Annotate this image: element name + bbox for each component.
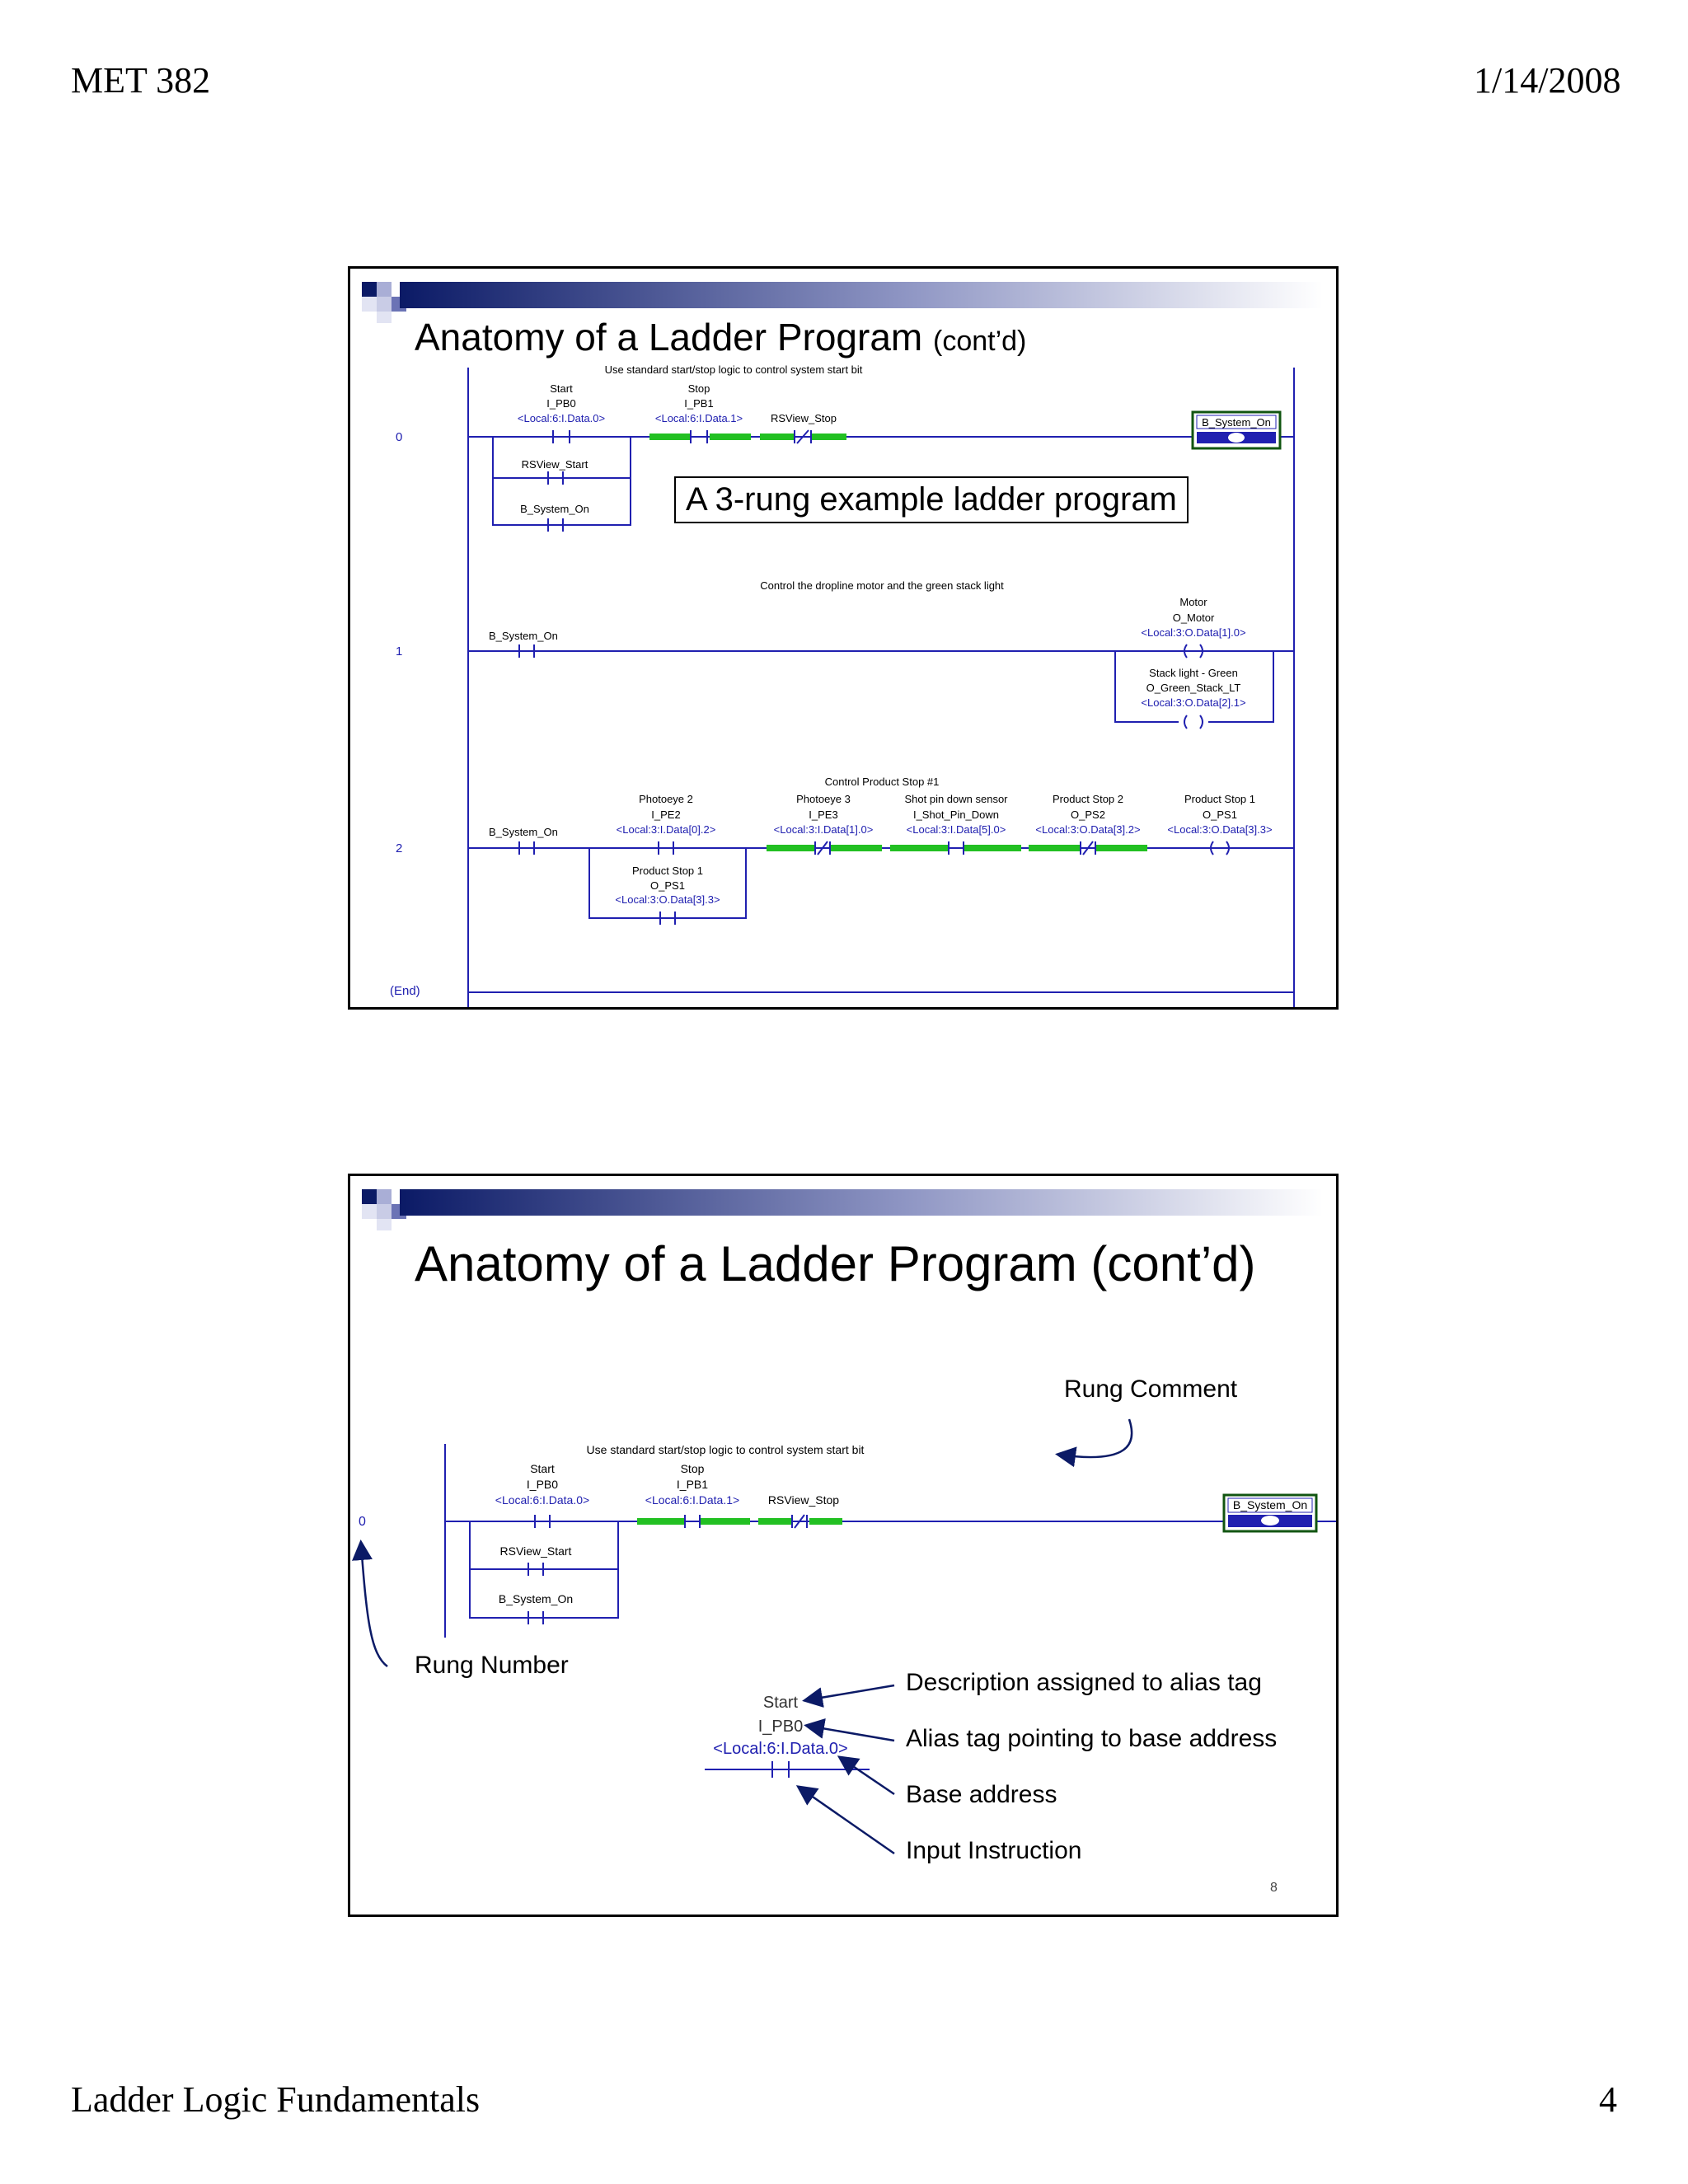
- header-bar: [400, 282, 1323, 308]
- ps2-desc: Product Stop 2: [1053, 793, 1123, 805]
- ps1-tag: O_PS1: [1203, 808, 1237, 821]
- ps1-addr: <Local:3:O.Data[3].3>: [1167, 823, 1273, 836]
- alias-arrow-icon: [808, 1726, 894, 1741]
- slide-1: [348, 266, 1339, 1010]
- light-tag: O_Green_Stack_LT: [1146, 682, 1241, 694]
- rung-number-callout: Rung Number: [415, 1652, 569, 1679]
- slide-number: 8: [1270, 1881, 1278, 1895]
- rung-1-contact-label: B_System_On: [489, 630, 558, 642]
- rung-2-contact-label: B_System_On: [489, 826, 558, 838]
- ps2-tag: O_PS2: [1071, 808, 1105, 821]
- detail-tag: I_PB0: [757, 1718, 804, 1736]
- pe2-addr: <Local:3:I.Data[0].2>: [616, 823, 716, 836]
- b-system-on-branch-label: B_System_On: [498, 1592, 574, 1605]
- pe3-addr: <Local:3:I.Data[1].0>: [773, 823, 874, 836]
- ps1b-desc: Product Stop 1: [632, 865, 703, 877]
- b-system-on-branch-label: B_System_On: [520, 503, 589, 515]
- rung-comment-callout: Rung Comment: [1064, 1376, 1238, 1403]
- rung-number-arrow-icon: [361, 1544, 387, 1666]
- pe3-tag: I_PE3: [809, 808, 838, 821]
- detail-addr: <Local:6:I.Data.0>: [713, 1740, 848, 1758]
- header-bar: [400, 1189, 1323, 1216]
- description-callout: Description assigned to alias tag: [906, 1669, 1262, 1696]
- motor-addr: <Local:3:O.Data[1].0>: [1141, 626, 1246, 639]
- course-header: MET 382: [71, 60, 211, 101]
- description-arrow-icon: [806, 1685, 894, 1700]
- base-arrow-icon: [841, 1758, 894, 1794]
- output-coil-icon: [1261, 1516, 1279, 1526]
- rsview-stop-label: RSView_Stop: [767, 1493, 840, 1507]
- rsview-start-label: RSView_Start: [499, 1544, 572, 1558]
- rung-2-comment: Control Product Stop #1: [824, 776, 940, 788]
- rung-comment-arrow-icon: [1059, 1419, 1132, 1457]
- instruction-arrow-icon: [799, 1788, 894, 1854]
- slide-2: [348, 1174, 1339, 1917]
- pe2-desc: Photoeye 2: [639, 793, 693, 805]
- motor-tag: O_Motor: [1172, 612, 1215, 624]
- footer-title: Ladder Logic Fundamentals: [71, 2079, 481, 2120]
- instruction-callout: Input Instruction: [906, 1837, 1082, 1864]
- output-label: B_System_On: [1202, 416, 1271, 429]
- rung-number-2: 2: [396, 841, 403, 855]
- start-addr: <Local:6:I.Data.0>: [495, 1493, 590, 1507]
- stop-addr: <Local:6:I.Data.1>: [645, 1493, 740, 1507]
- ps1b-tag: O_PS1: [650, 879, 685, 892]
- stop-desc: Stop: [687, 382, 710, 395]
- shot-addr: <Local:3:I.Data[5].0>: [906, 823, 1006, 836]
- pe3-desc: Photoeye 3: [796, 793, 851, 805]
- ladder-diagram-2: [350, 1176, 1339, 1917]
- shot-desc: Shot pin down sensor: [904, 793, 1008, 805]
- detail-desc: Start: [762, 1694, 799, 1712]
- output-label: B_System_On: [1232, 1498, 1308, 1511]
- output-coil-icon: [1228, 433, 1245, 443]
- alias-callout: Alias tag pointing to base address: [906, 1725, 1278, 1752]
- date-header: 1/14/2008: [1474, 60, 1621, 101]
- light-desc: Stack light - Green: [1149, 667, 1238, 679]
- example-note: A 3-rung example ladder program: [674, 476, 1189, 523]
- rung-number-0: 0: [396, 430, 403, 444]
- page-number: 4: [1599, 2079, 1617, 2120]
- stop-tag: I_PB1: [684, 397, 714, 410]
- motor-desc: Motor: [1179, 596, 1207, 608]
- ps1-desc: Product Stop 1: [1184, 793, 1255, 805]
- rung-0-comment: Use standard start/stop logic to control system start bit: [604, 363, 863, 376]
- rsview-start-label: RSView_Start: [521, 458, 588, 471]
- start-tag: I_PB0: [546, 397, 576, 410]
- slide-logo-icon: [362, 1189, 406, 1230]
- rung-0-comment: Use standard start/stop logic to control system start bit: [586, 1443, 865, 1456]
- rung-number-0: 0: [359, 1515, 366, 1529]
- slide-2-title: Anatomy of a Ladder Program (cont’d): [415, 1236, 1256, 1291]
- light-addr: <Local:3:O.Data[2].1>: [1141, 696, 1246, 709]
- shot-tag: I_Shot_Pin_Down: [912, 808, 1000, 821]
- pe2-tag: I_PE2: [651, 808, 681, 821]
- start-tag: I_PB0: [526, 1478, 559, 1491]
- rsview-stop-label: RSView_Stop: [771, 412, 837, 424]
- slide-1-title: Anatomy of a Ladder Program (cont’d): [415, 316, 1027, 359]
- ps2-addr: <Local:3:O.Data[3].2>: [1035, 823, 1141, 836]
- start-desc: Start: [550, 382, 573, 395]
- ps1b-addr: <Local:3:O.Data[3].3>: [615, 893, 720, 906]
- start-addr: <Local:6:I.Data.0>: [517, 412, 606, 424]
- ladder-diagram-1: [350, 269, 1339, 1010]
- start-desc: Start: [530, 1462, 555, 1475]
- end-label: (End): [390, 984, 420, 998]
- rung-1-comment: Control the dropline motor and the green stack light: [760, 579, 1004, 592]
- slide-logo-icon: [362, 282, 406, 323]
- stop-tag: I_PB1: [676, 1478, 709, 1491]
- stop-addr: <Local:6:I.Data.1>: [654, 412, 743, 424]
- base-callout: Base address: [906, 1781, 1057, 1808]
- rung-number-1: 1: [396, 644, 403, 658]
- stop-desc: Stop: [680, 1462, 705, 1475]
